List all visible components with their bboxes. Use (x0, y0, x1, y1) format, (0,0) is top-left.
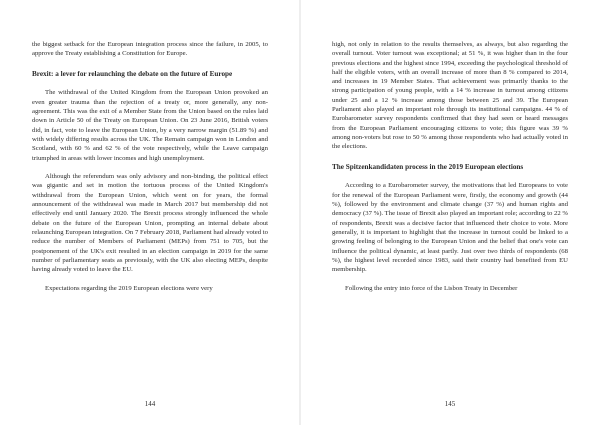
right-paragraph-2: Following the entry into force of the Lisbon Treaty in December (345, 284, 518, 292)
right-page-number: 145 (444, 400, 456, 408)
left-paragraph-1: The withdrawal of the United Kingdom from the European Union provoked an even greater trauma than the rejection of a treaty or, more generally, any non-agreement. This was the exit of a Member State from the Union based on the rules laid down in Article 50 of the Treaty on European Union. On 23 June 2016, British voters did, in fact, vote to leave the European Union, by a very narrow margin (51.89 %) and with widely differing results across the UK. The Remain campaign won in London and Scotland, with 60 % and 62 % of the vote respectively, while the Leave campaign triumphed in areas with lower incomes and high unemployment. (32, 89, 268, 162)
right-page (300, 0, 600, 425)
left-page-number: 144 (144, 400, 156, 408)
left-intro-paragraph: the biggest setback for the European integration process since the failure, in 2005, to approve the Treaty establishing a Constitution for Europe. (32, 41, 268, 58)
left-paragraph-3: Expectations regarding the 2019 European elections were very (45, 284, 213, 292)
left-page-text (32, 40, 268, 293)
section-heading-spitzenkandidaten: The Spitzenkandidaten process in the 2019 European elections (332, 162, 524, 171)
right-intro-paragraph: high, not only in relation to the results themselves, as always, but also regarding the overall turnout. Voter turnout was exceptional; at 51 %, it was higher than in the four previous elections and the highest since 1994, exceeding the psychological threshold of half the eligible voters, with an overall increase of more than 8 % compared to 2014, and increases in 19 Member States. That achievement was primarily thanks to the strong participation of young people, with a 14 % increase in turnout among citizens under 25 and a 12 % increase among those between 25 and 39. The European Parliament also played an important role through its institutional campaigns. 44 % of Eurobarometer survey respondents confirmed that they had seen or heard messages from the European Parliament encouraging citizens to vote; this figure was 39 % among non-voters but rose to 50 % among those respondents who had actually voted in the elections. (332, 41, 568, 151)
left-paragraph-2: Although the referendum was only advisory and non-binding, the political effect was gigantic and set in motion the tortuous process of the United Kingdom's withdrawal from the European Union, which went on for years, the formal announcement of the withdrawal was made in March 2017 but membership did not effectively end until January 2020. The Brexit process strongly influenced the whole debate on the future of the European Union, prompting an internal debate about relaunching European integration. On 7 February 2018, Parliament had already voted to reduce the number of Members of Parliament (MEPs) from 751 to 705, but the postponement of the UK's exit resulted in an election campaign in 2019 for the same number of parliamentary seats as previously, with the UK also electing MEPs, despite having already voted to leave the EU. (32, 173, 268, 274)
right-paragraph-1: According to a Eurobarometer survey, the motivations that led Europeans to vote for the renewal of the European Parliament were, firstly, the economy and growth (44 %), followed by the environment and climate change (37 %) and human rights and democracy (37 %). The issue of Brexit also played an important role; according to 22 % of respondents, Brexit was a decisive factor that influenced their choice to vote. More generally, it is important to highlight that the increase in turnout could be linked to a growing feeling of belonging to the European Union and the belief that one's vote can influence the political dynamic, at least partly. Just over two thirds of respondents (68 %), the highest level recorded since 1983, said their country had benefited from EU membership. (332, 182, 568, 274)
section-heading-brexit: Brexit: a lever for relaunching the debate on the future of Europe (32, 69, 233, 78)
right-page-text (332, 40, 568, 293)
